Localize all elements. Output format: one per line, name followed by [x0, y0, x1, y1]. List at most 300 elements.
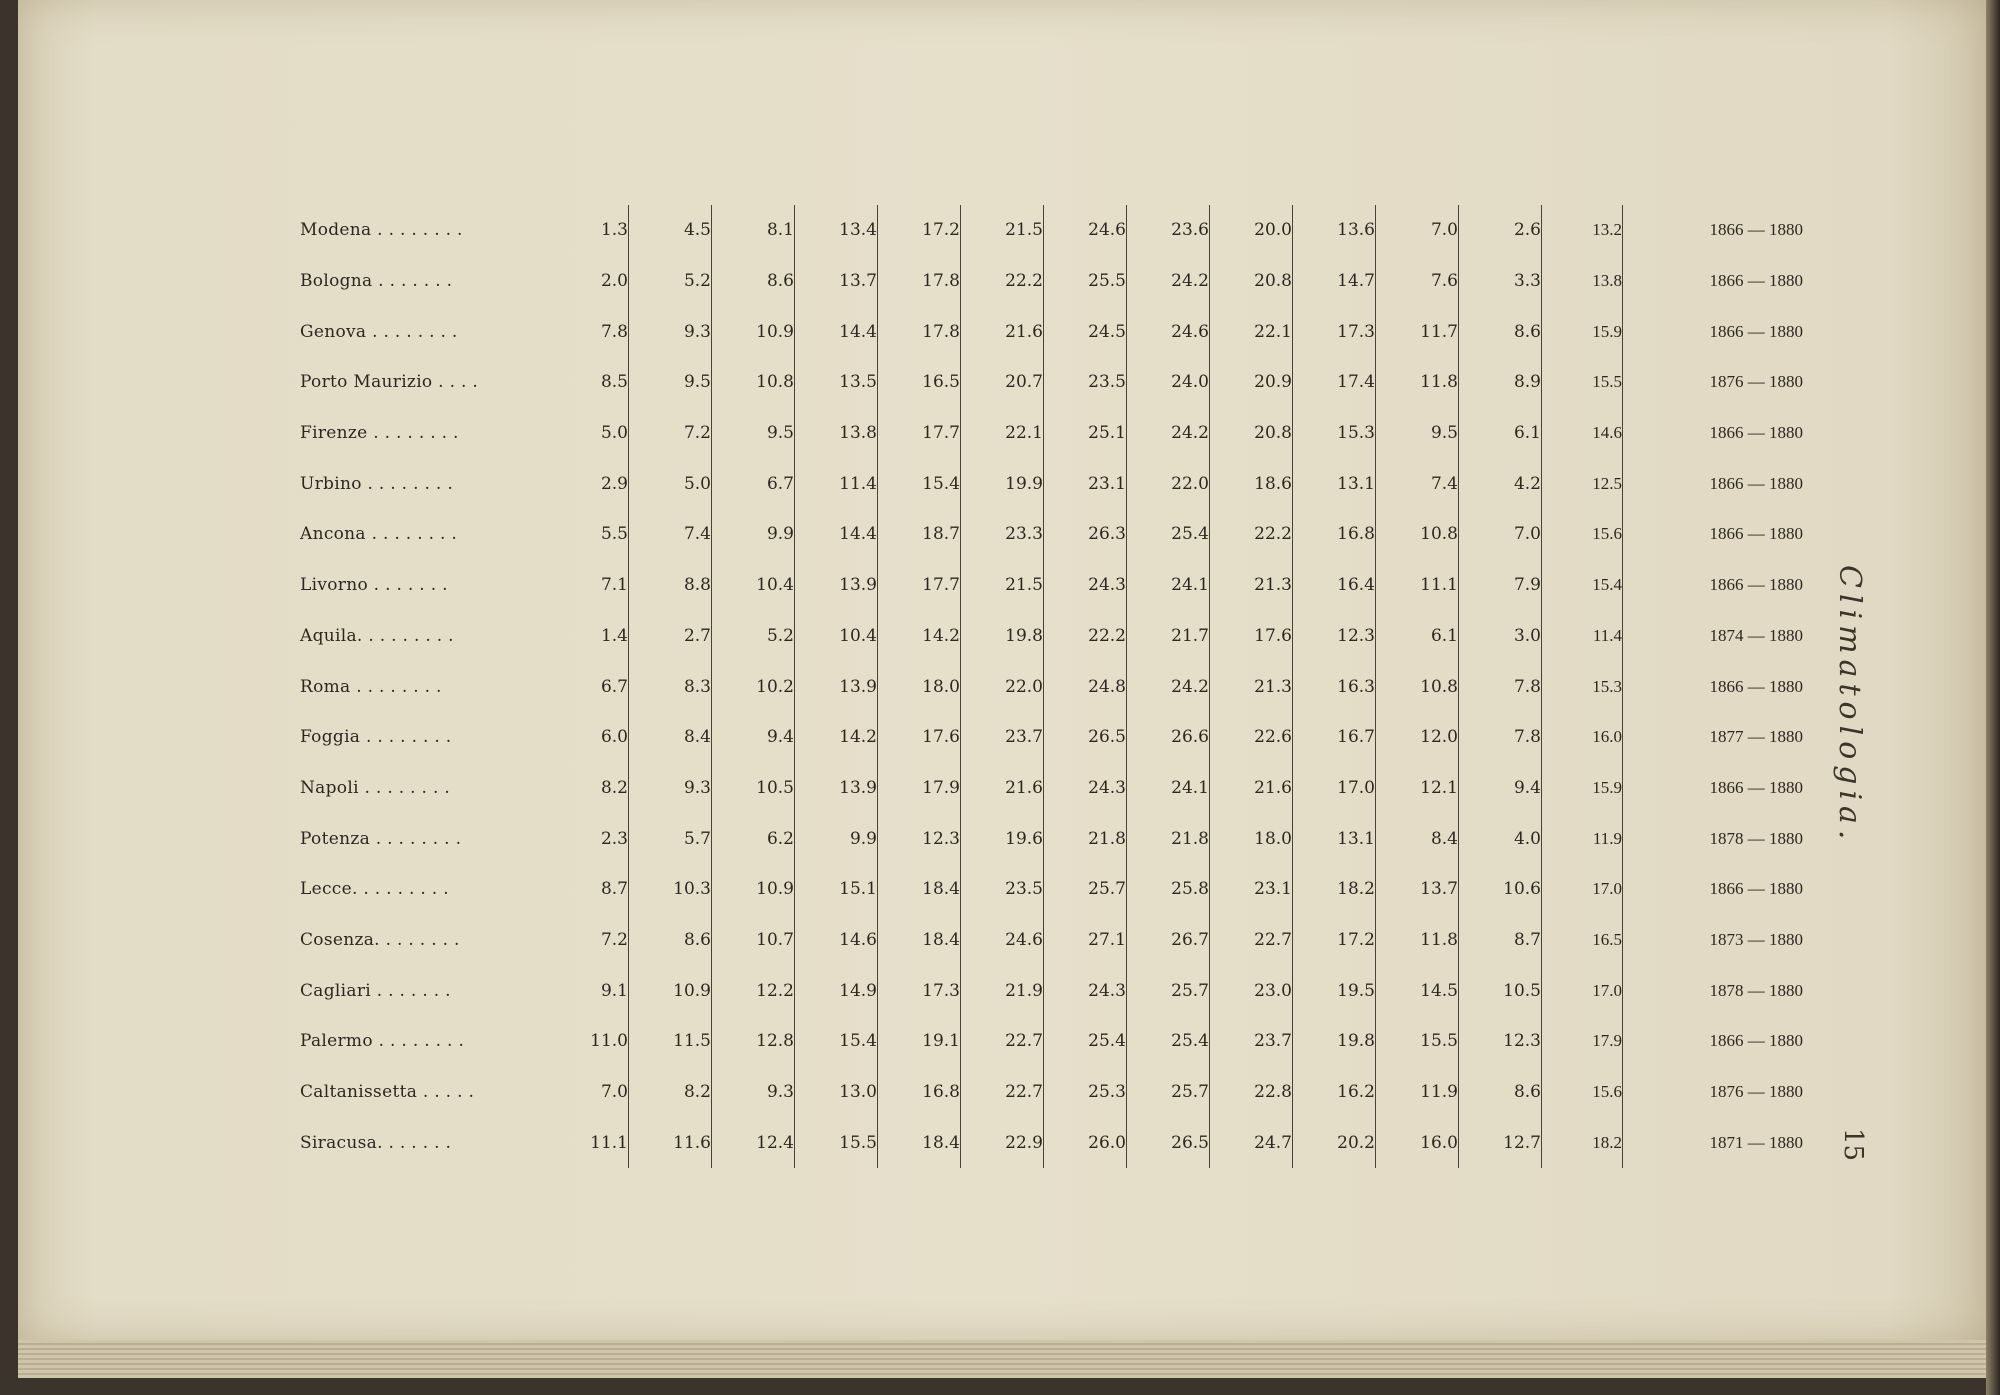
- monthly-temp: 16.3: [1293, 661, 1376, 712]
- monthly-temp: 9.3: [712, 1067, 795, 1118]
- monthly-temp: 9.1: [558, 965, 629, 1016]
- monthly-temp: 22.7: [961, 1016, 1044, 1067]
- monthly-temp: 26.6: [1127, 712, 1210, 763]
- monthly-temp: 24.2: [1127, 661, 1210, 712]
- monthly-temp: 12.3: [1459, 1016, 1542, 1067]
- monthly-temp: 16.0: [1376, 1117, 1459, 1168]
- monthly-temp: 15.3: [1293, 408, 1376, 459]
- annual-mean: 17.9: [1542, 1016, 1623, 1067]
- observation-period: 1866 — 1880: [1709, 321, 1803, 341]
- monthly-temp: 8.7: [1459, 915, 1542, 966]
- observation-period: 1866 — 1880: [1709, 473, 1803, 493]
- monthly-temp: 16.8: [878, 1067, 961, 1118]
- monthly-temp: 15.1: [795, 864, 878, 915]
- monthly-temp: 11.7: [1376, 306, 1459, 357]
- table-row: [300, 1016, 1803, 1067]
- monthly-temp: 5.7: [629, 813, 712, 864]
- monthly-temp: 12.4: [712, 1117, 795, 1168]
- city-name: Roma . . . . . . . .: [300, 676, 442, 697]
- monthly-temp: 8.4: [629, 712, 712, 763]
- monthly-temp: 7.4: [1376, 458, 1459, 509]
- table-row: [300, 306, 1803, 357]
- observation-period: 1874 — 1880: [1709, 625, 1803, 645]
- table-row: [300, 915, 1803, 966]
- monthly-temp: 17.9: [878, 763, 961, 814]
- monthly-temp: 24.1: [1127, 763, 1210, 814]
- city-name: Modena . . . . . . . .: [300, 220, 463, 241]
- table-row: [300, 408, 1803, 459]
- monthly-temp: 23.6: [1127, 205, 1210, 256]
- monthly-temp: 21.6: [961, 763, 1044, 814]
- monthly-temp: 17.4: [1293, 357, 1376, 408]
- observation-period: 1866 — 1880: [1709, 676, 1803, 696]
- table-row: [300, 560, 1803, 611]
- annual-mean: 17.0: [1542, 965, 1623, 1016]
- monthly-temp: 24.5: [1044, 306, 1127, 357]
- monthly-temp: 21.3: [1210, 560, 1293, 611]
- monthly-temp: 22.1: [961, 408, 1044, 459]
- monthly-temp: 25.4: [1127, 1016, 1210, 1067]
- monthly-temp: 21.8: [1044, 813, 1127, 864]
- monthly-temp: 9.4: [1459, 763, 1542, 814]
- monthly-temp: 8.2: [629, 1067, 712, 1118]
- monthly-temp: 8.3: [629, 661, 712, 712]
- monthly-temp: 14.4: [795, 509, 878, 560]
- table-row: [300, 813, 1803, 864]
- monthly-temp: 21.6: [961, 306, 1044, 357]
- monthly-temp: 24.1: [1127, 560, 1210, 611]
- annual-mean: 18.2: [1542, 1117, 1623, 1168]
- monthly-temp: 23.7: [961, 712, 1044, 763]
- monthly-temp: 5.0: [629, 458, 712, 509]
- monthly-temp: 10.2: [712, 661, 795, 712]
- monthly-temp: 14.2: [795, 712, 878, 763]
- observation-period: 1866 — 1880: [1709, 1031, 1803, 1051]
- monthly-temp: 19.6: [961, 813, 1044, 864]
- monthly-temp: 13.7: [795, 256, 878, 307]
- monthly-temp: 17.7: [878, 408, 961, 459]
- monthly-temp: 21.6: [1210, 763, 1293, 814]
- monthly-temp: 14.5: [1376, 965, 1459, 1016]
- monthly-temp: 23.3: [961, 509, 1044, 560]
- monthly-temp: 11.1: [558, 1117, 629, 1168]
- annual-mean: 15.5: [1542, 357, 1623, 408]
- monthly-temp: 10.3: [629, 864, 712, 915]
- city-name: Foggia . . . . . . . .: [300, 727, 452, 748]
- annual-mean: 17.0: [1542, 864, 1623, 915]
- monthly-temp: 22.2: [961, 256, 1044, 307]
- city-name: Caltanissetta . . . . .: [300, 1082, 475, 1103]
- monthly-temp: 11.8: [1376, 915, 1459, 966]
- monthly-temp: 16.2: [1293, 1067, 1376, 1118]
- monthly-temp: 15.5: [1376, 1016, 1459, 1067]
- monthly-temp: 8.2: [558, 763, 629, 814]
- monthly-temp: 13.9: [795, 560, 878, 611]
- monthly-temp: 4.0: [1459, 813, 1542, 864]
- city-name: Potenza . . . . . . . .: [300, 828, 462, 849]
- monthly-temp: 11.4: [795, 458, 878, 509]
- monthly-temp: 21.3: [1210, 661, 1293, 712]
- monthly-temp: 17.8: [878, 256, 961, 307]
- monthly-temp: 13.7: [1376, 864, 1459, 915]
- monthly-temp: 7.8: [1459, 712, 1542, 763]
- monthly-temp: 10.8: [1376, 661, 1459, 712]
- monthly-temp: 9.9: [795, 813, 878, 864]
- city-name: Ancona . . . . . . . .: [300, 524, 458, 545]
- monthly-temp: 25.3: [1044, 1067, 1127, 1118]
- monthly-temp: 5.2: [629, 256, 712, 307]
- monthly-temp: 25.8: [1127, 864, 1210, 915]
- monthly-temp: 2.7: [629, 611, 712, 662]
- monthly-temp: 23.1: [1044, 458, 1127, 509]
- section-title: Climatologia.: [1832, 565, 1867, 846]
- monthly-temp: 25.7: [1044, 864, 1127, 915]
- monthly-temp: 24.6: [961, 915, 1044, 966]
- monthly-temp: 24.8: [1044, 661, 1127, 712]
- monthly-temp: 5.0: [558, 408, 629, 459]
- monthly-temp: 16.5: [878, 357, 961, 408]
- annual-mean: 13.8: [1542, 256, 1623, 307]
- page-number: 15: [1838, 1128, 1868, 1162]
- monthly-temp: 7.9: [1459, 560, 1542, 611]
- monthly-temp: 26.5: [1044, 712, 1127, 763]
- monthly-temp: 20.9: [1210, 357, 1293, 408]
- observation-period: 1877 — 1880: [1709, 727, 1803, 747]
- monthly-temp: 10.7: [712, 915, 795, 966]
- monthly-temp: 14.9: [795, 965, 878, 1016]
- monthly-temp: 8.7: [558, 864, 629, 915]
- monthly-temp: 20.0: [1210, 205, 1293, 256]
- monthly-temp: 17.8: [878, 306, 961, 357]
- monthly-temp: 22.8: [1210, 1067, 1293, 1118]
- monthly-temp: 3.3: [1459, 256, 1542, 307]
- city-name: Cosenza. . . . . . . .: [300, 929, 460, 950]
- monthly-temp: 25.4: [1127, 509, 1210, 560]
- monthly-temp: 18.0: [878, 661, 961, 712]
- monthly-temp: 22.2: [1044, 611, 1127, 662]
- monthly-temp: 19.1: [878, 1016, 961, 1067]
- monthly-temp: 12.8: [712, 1016, 795, 1067]
- monthly-temp: 8.6: [712, 256, 795, 307]
- monthly-temp: 10.9: [629, 965, 712, 1016]
- monthly-temp: 12.1: [1376, 763, 1459, 814]
- monthly-temp: 25.4: [1044, 1016, 1127, 1067]
- monthly-temp: 6.2: [712, 813, 795, 864]
- annual-mean: 16.0: [1542, 712, 1623, 763]
- monthly-temp: 14.7: [1293, 256, 1376, 307]
- monthly-temp: 26.0: [1044, 1117, 1127, 1168]
- monthly-temp: 18.2: [1293, 864, 1376, 915]
- city-name: Urbino . . . . . . . .: [300, 473, 454, 494]
- table-row: [300, 712, 1803, 763]
- monthly-temp: 10.8: [712, 357, 795, 408]
- monthly-temp: 18.4: [878, 915, 961, 966]
- table-row: [300, 205, 1803, 256]
- annual-mean: 12.5: [1542, 458, 1623, 509]
- monthly-temp: 8.6: [1459, 1067, 1542, 1118]
- monthly-temp: 7.8: [1459, 661, 1542, 712]
- monthly-temp: 24.3: [1044, 965, 1127, 1016]
- monthly-temp: 24.0: [1127, 357, 1210, 408]
- monthly-temp: 13.1: [1293, 813, 1376, 864]
- monthly-temp: 7.2: [629, 408, 712, 459]
- monthly-temp: 11.5: [629, 1016, 712, 1067]
- annual-mean: 14.6: [1542, 408, 1623, 459]
- monthly-temp: 7.0: [1376, 205, 1459, 256]
- table-row: [300, 1067, 1803, 1118]
- monthly-temp: 22.9: [961, 1117, 1044, 1168]
- monthly-temp: 6.1: [1459, 408, 1542, 459]
- observation-period: 1876 — 1880: [1709, 1082, 1803, 1102]
- monthly-temp: 19.5: [1293, 965, 1376, 1016]
- monthly-temp: 24.6: [1044, 205, 1127, 256]
- monthly-temp: 20.2: [1293, 1117, 1376, 1168]
- monthly-temp: 18.6: [1210, 458, 1293, 509]
- annual-mean: 15.9: [1542, 306, 1623, 357]
- monthly-temp: 10.9: [712, 864, 795, 915]
- page-edges: [18, 1340, 1986, 1378]
- monthly-temp: 18.7: [878, 509, 961, 560]
- monthly-temp: 24.6: [1127, 306, 1210, 357]
- monthly-temp: 11.1: [1376, 560, 1459, 611]
- monthly-temp: 16.4: [1293, 560, 1376, 611]
- monthly-temp: 24.7: [1210, 1117, 1293, 1168]
- monthly-temp: 22.0: [961, 661, 1044, 712]
- monthly-temp: 24.2: [1127, 408, 1210, 459]
- monthly-temp: 18.4: [878, 864, 961, 915]
- monthly-temp: 2.9: [558, 458, 629, 509]
- observation-period: 1866 — 1880: [1709, 524, 1803, 544]
- monthly-temp: 24.3: [1044, 763, 1127, 814]
- monthly-temp: 11.6: [629, 1117, 712, 1168]
- monthly-temp: 20.7: [961, 357, 1044, 408]
- monthly-temp: 14.6: [795, 915, 878, 966]
- monthly-temp: 12.0: [1376, 712, 1459, 763]
- observation-period: 1871 — 1880: [1709, 1132, 1803, 1152]
- observation-period: 1866 — 1880: [1709, 777, 1803, 797]
- monthly-temp: 8.6: [629, 915, 712, 966]
- city-name: Aquila. . . . . . . . .: [300, 625, 454, 646]
- table-row: [300, 256, 1803, 307]
- monthly-temp: 8.9: [1459, 357, 1542, 408]
- monthly-temp: 17.6: [878, 712, 961, 763]
- monthly-temp: 21.8: [1127, 813, 1210, 864]
- monthly-temp: 19.9: [961, 458, 1044, 509]
- monthly-temp: 6.7: [558, 661, 629, 712]
- monthly-temp: 8.6: [1459, 306, 1542, 357]
- monthly-temp: 9.3: [629, 763, 712, 814]
- monthly-temp: 9.5: [629, 357, 712, 408]
- monthly-temp: 6.1: [1376, 611, 1459, 662]
- monthly-temp: 18.0: [1210, 813, 1293, 864]
- monthly-temp: 23.7: [1210, 1016, 1293, 1067]
- monthly-temp: 7.6: [1376, 256, 1459, 307]
- monthly-temp: 5.2: [712, 611, 795, 662]
- monthly-temp: 17.3: [1293, 306, 1376, 357]
- monthly-temp: 20.8: [1210, 408, 1293, 459]
- monthly-temp: 23.5: [961, 864, 1044, 915]
- monthly-temp: 22.0: [1127, 458, 1210, 509]
- table-body: [300, 205, 1803, 1168]
- monthly-temp: 21.5: [961, 205, 1044, 256]
- monthly-temp: 12.7: [1459, 1117, 1542, 1168]
- monthly-temp: 24.2: [1127, 256, 1210, 307]
- monthly-temp: 27.1: [1044, 915, 1127, 966]
- monthly-temp: 4.2: [1459, 458, 1542, 509]
- table-row: [300, 458, 1803, 509]
- monthly-temp: 19.8: [1293, 1016, 1376, 1067]
- monthly-temp: 21.9: [961, 965, 1044, 1016]
- monthly-temp: 10.5: [1459, 965, 1542, 1016]
- monthly-temp: 17.2: [878, 205, 961, 256]
- city-name: Siracusa. . . . . . .: [300, 1132, 452, 1153]
- monthly-temp: 23.1: [1210, 864, 1293, 915]
- monthly-temp: 11.0: [558, 1016, 629, 1067]
- city-name: Palermo . . . . . . . .: [300, 1031, 465, 1052]
- city-name: Genova . . . . . . . .: [300, 321, 458, 342]
- monthly-temp: 6.7: [712, 458, 795, 509]
- book-spine-edge: [1986, 0, 2000, 1395]
- monthly-temp: 3.0: [1459, 611, 1542, 662]
- monthly-temp: 2.3: [558, 813, 629, 864]
- monthly-temp: 13.9: [795, 661, 878, 712]
- monthly-temp: 10.9: [712, 306, 795, 357]
- monthly-temp: 13.5: [795, 357, 878, 408]
- monthly-temp: 7.8: [558, 306, 629, 357]
- temperature-table: [300, 205, 1803, 1168]
- table-row: [300, 611, 1803, 662]
- monthly-temp: 2.0: [558, 256, 629, 307]
- monthly-temp: 11.9: [1376, 1067, 1459, 1118]
- monthly-temp: 2.6: [1459, 205, 1542, 256]
- monthly-temp: 11.8: [1376, 357, 1459, 408]
- monthly-temp: 10.8: [1376, 509, 1459, 560]
- monthly-temp: 25.5: [1044, 256, 1127, 307]
- monthly-temp: 22.7: [961, 1067, 1044, 1118]
- monthly-temp: 6.0: [558, 712, 629, 763]
- observation-period: 1873 — 1880: [1709, 929, 1803, 949]
- observation-period: 1878 — 1880: [1709, 828, 1803, 848]
- monthly-temp: 15.4: [878, 458, 961, 509]
- monthly-temp: 16.8: [1293, 509, 1376, 560]
- monthly-temp: 13.1: [1293, 458, 1376, 509]
- observation-period: 1866 — 1880: [1709, 575, 1803, 595]
- monthly-temp: 12.2: [712, 965, 795, 1016]
- city-name: Lecce. . . . . . . . .: [300, 879, 449, 900]
- monthly-temp: 14.4: [795, 306, 878, 357]
- monthly-temp: 13.4: [795, 205, 878, 256]
- city-name: Napoli . . . . . . . .: [300, 777, 451, 798]
- monthly-temp: 19.8: [961, 611, 1044, 662]
- monthly-temp: 1.3: [558, 205, 629, 256]
- observation-period: 1878 — 1880: [1709, 980, 1803, 1000]
- monthly-temp: 4.5: [629, 205, 712, 256]
- monthly-temp: 21.7: [1127, 611, 1210, 662]
- monthly-temp: 7.2: [558, 915, 629, 966]
- monthly-temp: 26.5: [1127, 1117, 1210, 1168]
- monthly-temp: 13.9: [795, 763, 878, 814]
- observation-period: 1866 — 1880: [1709, 423, 1803, 443]
- monthly-temp: 25.7: [1127, 1067, 1210, 1118]
- table-row: [300, 357, 1803, 408]
- table-row: [300, 763, 1803, 814]
- monthly-temp: 21.5: [961, 560, 1044, 611]
- city-name: Bologna . . . . . . .: [300, 271, 453, 292]
- annual-mean: 13.2: [1542, 205, 1623, 256]
- monthly-temp: 1.4: [558, 611, 629, 662]
- monthly-temp: 7.0: [558, 1067, 629, 1118]
- city-name: Porto Maurizio . . . .: [300, 372, 479, 393]
- monthly-temp: 10.4: [795, 611, 878, 662]
- monthly-temp: 22.7: [1210, 915, 1293, 966]
- annual-mean: 16.5: [1542, 915, 1623, 966]
- monthly-temp: 8.8: [629, 560, 712, 611]
- monthly-temp: 22.1: [1210, 306, 1293, 357]
- monthly-temp: 7.1: [558, 560, 629, 611]
- monthly-temp: 17.2: [1293, 915, 1376, 966]
- monthly-temp: 8.4: [1376, 813, 1459, 864]
- monthly-temp: 17.3: [878, 965, 961, 1016]
- monthly-temp: 9.5: [1376, 408, 1459, 459]
- monthly-temp: 10.4: [712, 560, 795, 611]
- annual-mean: 15.3: [1542, 661, 1623, 712]
- monthly-temp: 23.5: [1044, 357, 1127, 408]
- annual-mean: 15.9: [1542, 763, 1623, 814]
- monthly-temp: 15.4: [795, 1016, 878, 1067]
- observation-period: 1866 — 1880: [1709, 879, 1803, 899]
- monthly-temp: 12.3: [1293, 611, 1376, 662]
- annual-mean: 11.4: [1542, 611, 1623, 662]
- monthly-temp: 13.8: [795, 408, 878, 459]
- monthly-temp: 17.7: [878, 560, 961, 611]
- monthly-temp: 12.3: [878, 813, 961, 864]
- monthly-temp: 15.5: [795, 1117, 878, 1168]
- monthly-temp: 16.7: [1293, 712, 1376, 763]
- city-name: Livorno . . . . . . .: [300, 575, 448, 596]
- monthly-temp: 13.6: [1293, 205, 1376, 256]
- monthly-temp: 17.0: [1293, 763, 1376, 814]
- monthly-temp: 10.5: [712, 763, 795, 814]
- monthly-temp: 14.2: [878, 611, 961, 662]
- monthly-temp: 9.3: [629, 306, 712, 357]
- monthly-temp: 8.5: [558, 357, 629, 408]
- annual-mean: 15.6: [1542, 509, 1623, 560]
- monthly-temp: 24.3: [1044, 560, 1127, 611]
- monthly-temp: 13.0: [795, 1067, 878, 1118]
- monthly-temp: 23.0: [1210, 965, 1293, 1016]
- table-row: [300, 965, 1803, 1016]
- monthly-temp: 18.4: [878, 1117, 961, 1168]
- monthly-temp: 5.5: [558, 509, 629, 560]
- monthly-temp: 25.7: [1127, 965, 1210, 1016]
- monthly-temp: 22.2: [1210, 509, 1293, 560]
- table-row: [300, 509, 1803, 560]
- monthly-temp: 9.5: [712, 408, 795, 459]
- monthly-temp: 22.6: [1210, 712, 1293, 763]
- monthly-temp: 26.3: [1044, 509, 1127, 560]
- monthly-temp: 9.4: [712, 712, 795, 763]
- city-name: Firenze . . . . . . . .: [300, 423, 459, 444]
- observation-period: 1876 — 1880: [1709, 372, 1803, 392]
- observation-period: 1866 — 1880: [1709, 271, 1803, 291]
- monthly-temp: 17.6: [1210, 611, 1293, 662]
- annual-mean: 15.6: [1542, 1067, 1623, 1118]
- table-row: [300, 1117, 1803, 1168]
- monthly-temp: 7.0: [1459, 509, 1542, 560]
- city-name: Cagliari . . . . . . .: [300, 980, 451, 1001]
- table-row: [300, 661, 1803, 712]
- monthly-temp: 26.7: [1127, 915, 1210, 966]
